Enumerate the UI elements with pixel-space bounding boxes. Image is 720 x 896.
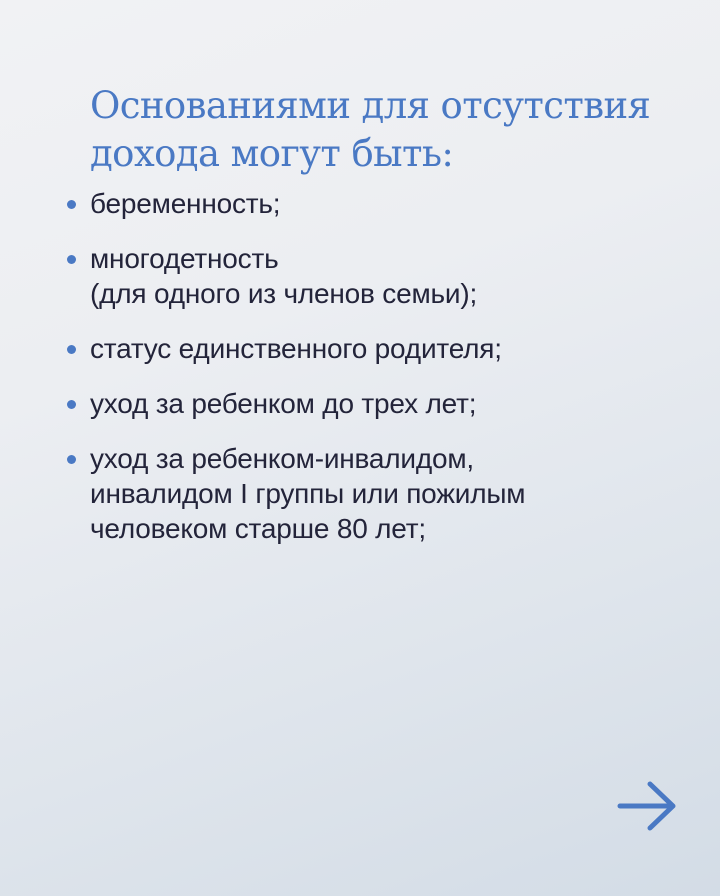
next-slide-button[interactable] <box>616 778 678 834</box>
list-item-text: беременность; <box>90 188 281 219</box>
bullet-dot-icon <box>67 200 76 209</box>
reasons-list <box>66 186 686 566</box>
title-line-2: дохода могут быть: <box>90 132 454 175</box>
list-item-text: уход за ребенком до трех лет; <box>90 388 477 419</box>
list-item-text: многодетность <box>90 243 279 274</box>
bullet-dot-icon <box>67 455 76 464</box>
list-item-child-care <box>66 386 686 421</box>
list-item-large-family <box>66 241 686 311</box>
list-item-pregnancy <box>66 186 686 221</box>
bullet-dot-icon <box>67 255 76 264</box>
list-item-text: уход за ребенком-инвалидом, <box>90 443 475 474</box>
list-item-text: (для одного из членов семьи); <box>90 278 478 309</box>
arrow-right-icon <box>616 778 678 834</box>
bullet-dot-icon <box>67 345 76 354</box>
list-item-text: инвалидом I группы или пожилым <box>90 478 526 509</box>
page-title <box>90 82 690 178</box>
bullet-dot-icon <box>67 400 76 409</box>
list-item-single-parent <box>66 331 686 366</box>
list-item-text: человеком старше 80 лет; <box>90 513 426 544</box>
title-line-1: Основаниями для отсутствия <box>90 84 651 127</box>
list-item-disabled-care <box>66 441 686 546</box>
list-item-text: статус единственного родителя; <box>90 333 502 364</box>
